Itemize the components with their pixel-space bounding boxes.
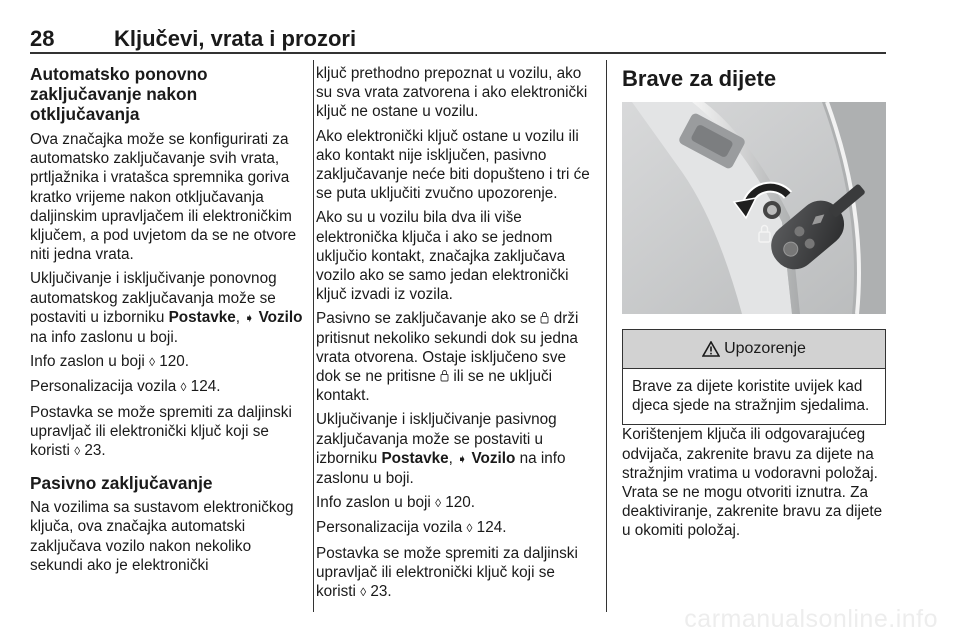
reference-arrow-icon: ◊ (466, 521, 473, 536)
menu-settings-label: Postavke (381, 449, 449, 467)
header-rule (30, 52, 886, 54)
paragraph: ključ prethodno prepoznat u vozilu, ako su sva vrata zatvorena i ako elektronički ključ ne ostane u vozilu. (316, 65, 588, 121)
warning-triangle-icon (702, 341, 720, 357)
page-number: 28 (30, 26, 55, 51)
cross-reference: Personalizacija vozila ◊ 124. (30, 378, 221, 396)
column-divider-1 (313, 60, 314, 612)
column-2 (316, 64, 594, 607)
paragraph: Ova značajka može se konfigurirati za automatsko zaključavanje svih vrata, prtljažnika i vratašca spremnika goriva kratko vrijeme nakon otključavanja daljinskim upravljačem ili elektroničkim ključem, a pod uvjetom da se ne otvore niti jedna vrata. (30, 131, 297, 264)
reference-arrow-icon: ◊ (180, 380, 187, 395)
warning-header (623, 330, 885, 369)
column-divider-2 (606, 60, 607, 612)
chapter-title: Ključevi, vrata i prozori (114, 26, 357, 51)
menu-arrow-icon: ➧ (244, 310, 255, 325)
lock-button-icon (440, 369, 449, 382)
paragraph: Postavka se može spremiti za daljinski upravljač ili elektronički ključ koji se koristi ◊ 23. (30, 403, 292, 460)
menu-vehicle-label: Vozilo (258, 308, 303, 326)
reference-arrow-icon: ◊ (435, 496, 441, 511)
warning-title: Upozorenje (724, 340, 806, 358)
paragraph: Ako su u vozilu bila dva ili više elektronička ključa i ako se jednom uključio kontakt, značajka zaključava vozilo ako se samo jedan elektronički ključ izvadi iz vozila. (316, 209, 569, 304)
warning-text: Brave za dijete koristite uvijek kad djeca sjede na stražnjim sjedalima. (632, 378, 870, 415)
paragraph: Uključivanje i isključivanje pasivnog zaključavanja može se postaviti u izborniku Postavke, ➧ Vozilo na info zaslonu u boji. (316, 411, 566, 488)
column-3 (622, 64, 888, 546)
paragraph: Ako elektronički ključ ostane u vozilu ili ako kontakt nije isključen, pasivno zaključavanje neće biti dopušteno i tri će se puta uključiti zvučno upozorenje. (316, 127, 590, 203)
paragraph: Uključivanje i isključivanje ponovnog automatskog zaključavanja može se postaviti u izborniku Postavke, ➧ Vozilo na info zaslonu u boji. (30, 270, 303, 347)
menu-arrow-icon: ➧ (457, 451, 468, 466)
menu-settings-label: Postavke (168, 308, 236, 326)
section-heading-child-locks: Brave za dijete (622, 66, 777, 91)
cross-reference: Info zaslon u boji ◊ 120. (30, 353, 190, 371)
paragraph: Korištenjem ključa ili odgovarajućeg odvijača, zakrenite bravu za dijete na stražnjim vratima u vodoravni položaj. Vrata se ne mogu otvoriti iznutra. Za deaktiviranje, zakrenite bravu za dijete u okomiti položaj. (622, 426, 883, 540)
paragraph: Postavka se može spremiti za daljinski upravljač ili elektronički ključ koji se koristi ◊ 23. (316, 544, 578, 601)
reference-arrow-icon: ◊ (149, 355, 155, 370)
child-lock-illustration (622, 102, 886, 314)
paragraph: Pasivno se zaključavanje ako se drži pritisnut nekoliko sekundi dok su jedna vrata otvorena. Ostaje isključeno sve dok se ne pritisne ili se ne uključi kontakt. (316, 310, 579, 405)
cross-reference: Info zaslon u boji ◊ 120. (316, 494, 476, 512)
page-header (30, 22, 886, 52)
reference-arrow-icon: ◊ (360, 585, 367, 600)
column-1 (30, 64, 306, 580)
warning-box (622, 329, 886, 425)
cross-reference: Personalizacija vozila ◊ 124. (316, 519, 507, 537)
watermark: carmanualsonline.info (684, 605, 938, 633)
section-heading-passive-locking: Pasivno zaključavanje (30, 473, 213, 494)
paragraph: Na vozilima sa sustavom elektroničkog ključa, ova značajka automatski zaključava vozilo nakon nekoliko sekundi ako je elektronički (30, 499, 294, 574)
menu-vehicle-label: Vozilo (471, 449, 516, 467)
section-heading-auto-relock: Automatsko ponovno zaključavanje nakon otključavanja (30, 64, 208, 124)
reference-arrow-icon: ◊ (74, 444, 81, 459)
